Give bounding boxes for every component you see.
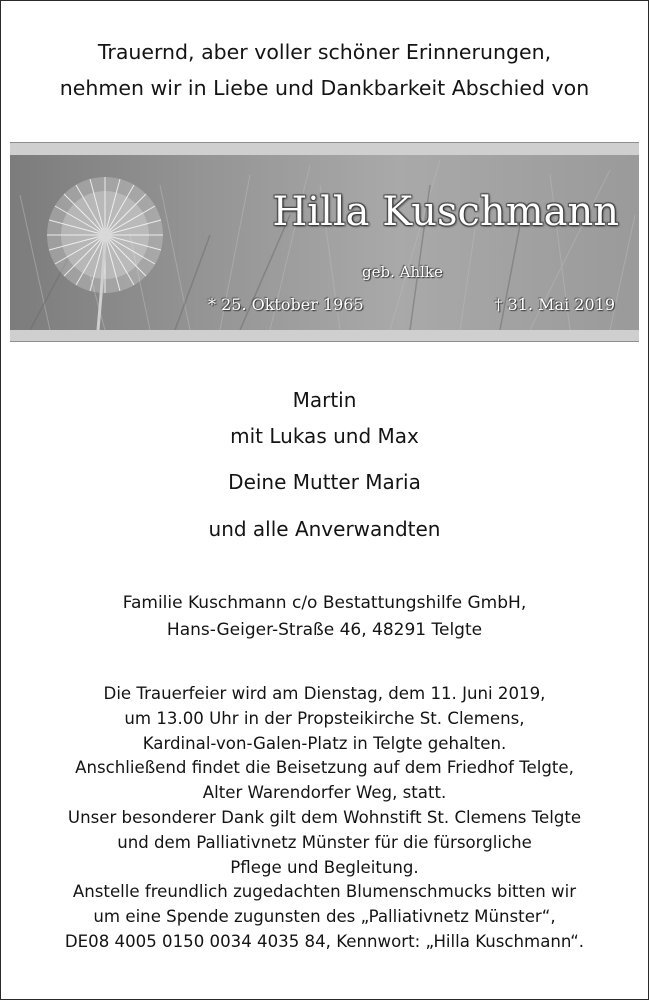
ceremony-paragraph (0, 682, 649, 756)
mourner-line: und alle Anverwandten (208, 517, 441, 541)
dandelion-photo (10, 155, 639, 330)
notice-line: Pflege und Begleitung. (230, 857, 419, 877)
notice-line: um eine Spende zugunsten des „Palliativnetz Münster“, (93, 907, 556, 927)
mourner-line: Martin (292, 388, 357, 412)
intro-line: nehmen wir in Liebe und Dankbarkeit Abschied von (59, 76, 590, 100)
notice-line: DE08 4005 0150 0034 4035 84, Kennwort: „Hilla Kuschmann“. (64, 931, 585, 951)
notice-line: Die Trauerfeier wird am Dienstag, dem 11. Juni 2019, (103, 684, 546, 703)
intro-line: Trauernd, aber voller schöner Erinnerungen, (97, 40, 552, 64)
contact-address (0, 590, 649, 644)
notice-line: Unser besonderer Dank gilt dem Wohnstift St. Clemens Telgte (67, 807, 582, 827)
death-date: † 31. Mai 2019 (494, 295, 615, 314)
address-line: Familie Kuschmann c/o Bestattungshilfe GmbH, (122, 593, 527, 613)
intro-text (0, 34, 649, 106)
burial-paragraph (0, 756, 649, 806)
deceased-name: Hilla Kuschmann (272, 189, 619, 235)
mourner-line: mit Lukas und Max (230, 424, 419, 448)
maiden-name: geb. Ahlke (362, 263, 443, 281)
funeral-notice (0, 682, 649, 955)
notice-line: um 13.00 Uhr in der Propsteikirche St. Clemens, (124, 708, 525, 728)
notice-line: und dem Palliativnetz Münster für die fürsorgliche (117, 832, 532, 852)
notice-line: Alter Warendorfer Weg, statt. (202, 783, 447, 803)
address-line: Hans-Geiger-Straße 46, 48291 Telgte (166, 620, 483, 640)
thanks-paragraph (0, 806, 649, 880)
mourner-line: Deine Mutter Maria (228, 470, 421, 494)
notice-line: Anstelle freundlich zugedachten Blumenschmucks bitten wir (72, 882, 577, 902)
donation-paragraph (0, 880, 649, 954)
name-banner (10, 142, 639, 342)
birth-date: * 25. Oktober 1965 (208, 295, 364, 314)
notice-line: Anschließend findet die Beisetzung auf dem Friedhof Telgte, (75, 758, 574, 778)
notice-line: Kardinal-von-Galen-Platz in Telgte gehalten. (142, 733, 507, 753)
